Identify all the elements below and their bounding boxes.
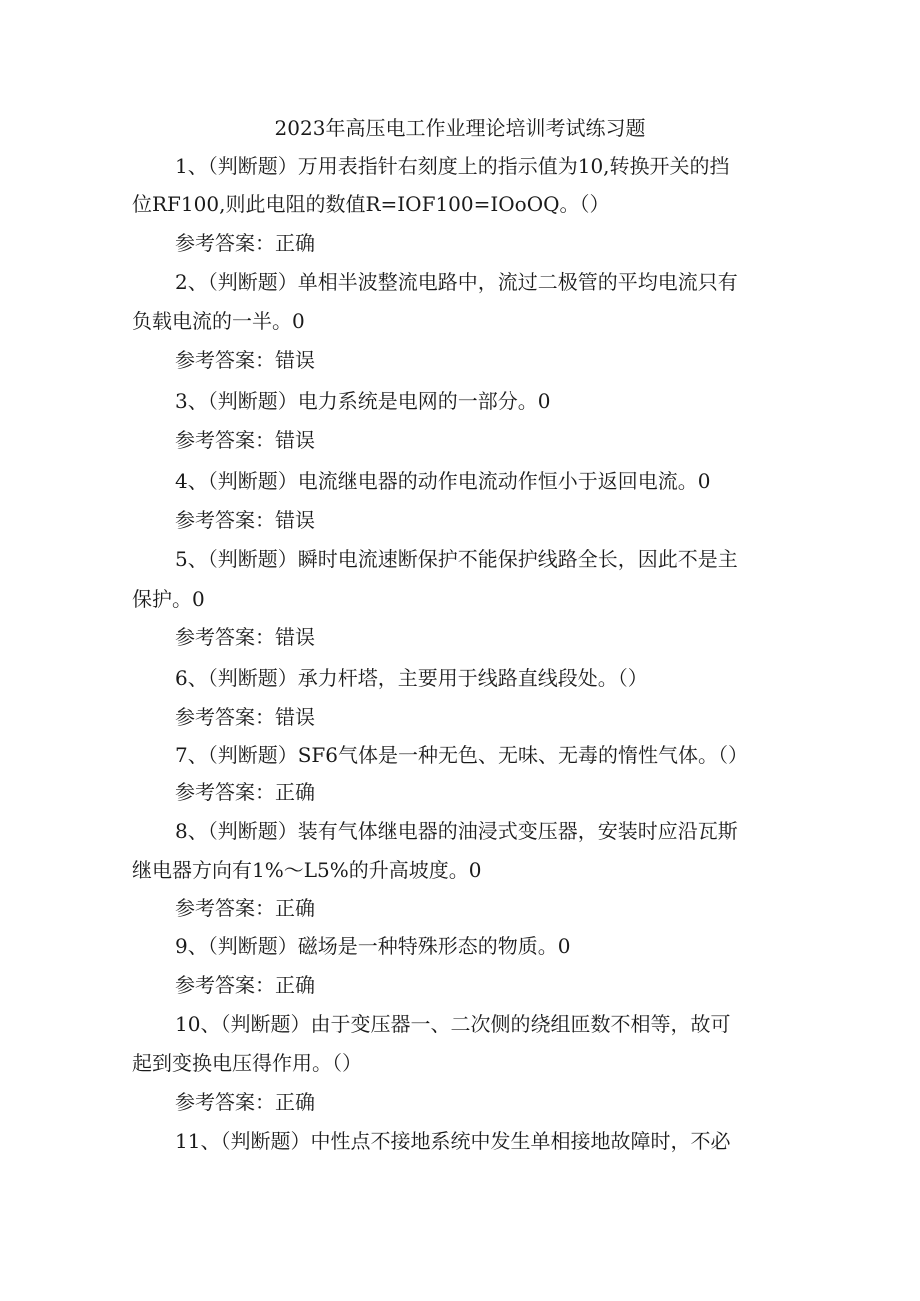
answer-label: 参考答案： — [175, 1090, 275, 1114]
answer-label: 参考答案： — [175, 348, 275, 372]
question-8-line-1: 8、（判断题）装有气体继电器的油浸式变压器，安装时应沿瓦斯 — [175, 819, 738, 843]
question-4-answer — [175, 505, 315, 535]
question-9-answer — [175, 970, 315, 1000]
answer-value: 正确 — [275, 973, 315, 997]
answer-label: 参考答案： — [175, 780, 275, 804]
question-2-answer — [175, 345, 315, 375]
question-7-line-1: 7、（判断题）SF6气体是一种无色、无味、无毒的惰性气体。（） — [175, 743, 749, 767]
answer-value: 错误 — [275, 705, 315, 729]
question-7-answer — [175, 777, 315, 807]
question-10-answer — [175, 1087, 315, 1117]
answer-label: 参考答案： — [175, 625, 275, 649]
answer-value: 错误 — [275, 348, 315, 372]
question-10-line-1: 10、（判断题）由于变压器一、二次侧的绕组匝数不相等，故可 — [175, 1012, 731, 1036]
question-9-line-1: 9、（判断题）磁场是一种特殊形态的物质。0 — [175, 934, 571, 958]
question-6-line-1: 6、（判断题）承力杆塔，主要用于线路直线段处。（） — [175, 666, 648, 690]
question-1-line-1: 1、（判断题）万用表指针右刻度上的指示值为10,转换开关的挡 — [175, 154, 730, 178]
question-8-answer — [175, 893, 315, 923]
question-5-line-2: 保护。0 — [132, 587, 205, 611]
answer-label: 参考答案： — [175, 705, 275, 729]
answer-label: 参考答案： — [175, 508, 275, 532]
question-3-answer — [175, 425, 315, 455]
question-5-answer — [175, 622, 315, 652]
answer-value: 正确 — [275, 780, 315, 804]
answer-value: 错误 — [275, 508, 315, 532]
answer-value: 正确 — [275, 231, 315, 255]
question-6-answer — [175, 702, 315, 732]
document-title: 2023年高压电工作业理论培训考试练习题 — [274, 116, 646, 140]
question-2-line-2: 负载电流的一半。0 — [132, 309, 305, 333]
question-11-line-1: 11、（判断题）中性点不接地系统中发生单相接地故障时，不必 — [175, 1129, 731, 1153]
question-1-line-2: 位RF100,则此电阻的数值R=IOF100=IOoOQ。（） — [132, 192, 610, 216]
answer-value: 错误 — [275, 428, 315, 452]
question-10-line-2: 起到变换电压得作用。（） — [132, 1051, 362, 1075]
answer-label: 参考答案： — [175, 231, 275, 255]
question-8-line-2: 继电器方向有1%～L5%的升高坡度。0 — [132, 858, 482, 882]
answer-label: 参考答案： — [175, 973, 275, 997]
question-3-line-1: 3、（判断题）电力系统是电网的一部分。0 — [175, 389, 551, 413]
answer-value: 正确 — [275, 1090, 315, 1114]
answer-label: 参考答案： — [175, 428, 275, 452]
question-1-answer — [175, 228, 315, 258]
answer-value: 错误 — [275, 625, 315, 649]
question-2-line-1: 2、（判断题）单相半波整流电路中，流过二极管的平均电流只有 — [175, 270, 738, 294]
question-4-line-1: 4、（判断题）电流继电器的动作电流动作恒小于返回电流。0 — [175, 469, 711, 493]
answer-value: 正确 — [275, 896, 315, 920]
question-5-line-1: 5、（判断题）瞬时电流速断保护不能保护线路全长，因此不是主 — [175, 547, 738, 571]
answer-label: 参考答案： — [175, 896, 275, 920]
